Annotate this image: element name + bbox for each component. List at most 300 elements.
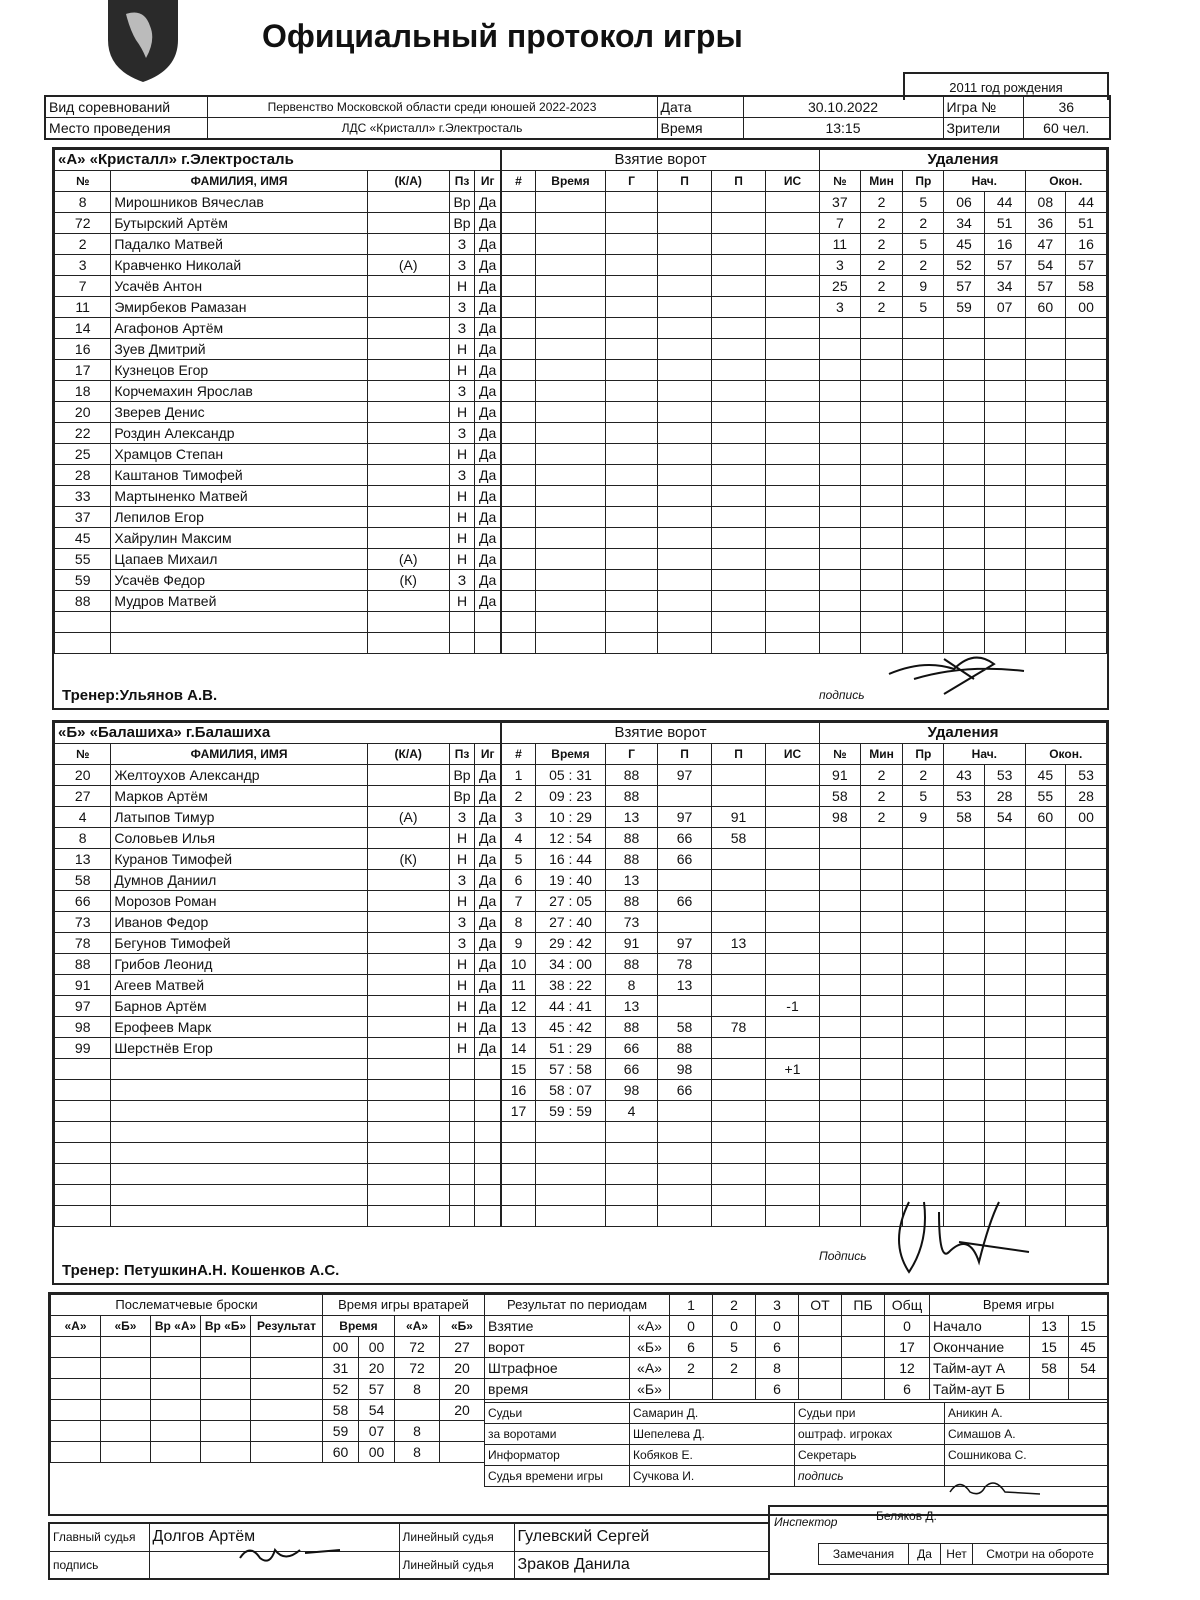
gk-team-b <box>440 1442 485 1463</box>
goal-row <box>502 765 820 786</box>
goal-assist-2 <box>712 1080 766 1101</box>
player-position: Н <box>449 954 475 975</box>
goal-time: 51 : 29 <box>536 1038 606 1059</box>
penalty-minutes: 2 <box>860 807 903 828</box>
penalty-reason <box>903 423 944 444</box>
goal-number <box>502 612 536 633</box>
player-name: Бутырский Артём <box>111 213 367 234</box>
penalty-row <box>820 507 1107 528</box>
gk-min: 31 <box>323 1358 359 1379</box>
player-captain: (А) <box>367 255 449 276</box>
penalty-end-min <box>1025 870 1066 891</box>
penalty-row <box>820 570 1107 591</box>
penalty-end-sec <box>1066 1206 1107 1227</box>
player-number: 20 <box>55 402 111 423</box>
gk-team-b: 20 <box>440 1358 485 1379</box>
penalty-end-min: 57 <box>1025 276 1066 297</box>
roster-row <box>55 612 501 633</box>
goals-b-ot <box>799 1337 842 1358</box>
player-name: Морозов Роман <box>111 891 367 912</box>
player-name: Мудров Матвей <box>111 591 367 612</box>
player-position: Н <box>449 507 475 528</box>
player-number: 59 <box>55 570 111 591</box>
goal-time <box>536 1206 606 1227</box>
goal-row <box>502 1206 820 1227</box>
penalty-start-min: 58 <box>944 807 985 828</box>
goal-assist-1 <box>658 549 712 570</box>
league-logo <box>106 0 180 82</box>
goal-row <box>502 213 820 234</box>
penalty-minutes <box>860 444 903 465</box>
player-played: Да <box>475 192 501 213</box>
roster-row <box>55 570 501 591</box>
goal-row <box>502 297 820 318</box>
pen-judges-label-2: оштраф. игроках <box>795 1424 945 1445</box>
goal-time: 57 : 58 <box>536 1059 606 1080</box>
gk-team-a: 8 <box>395 1379 440 1400</box>
penalty-end-sec <box>1066 570 1107 591</box>
player-number: 3 <box>55 255 111 276</box>
penalty-reason <box>903 507 944 528</box>
penalty-row <box>820 870 1107 891</box>
player-position <box>449 1164 475 1185</box>
player-number: 88 <box>55 954 111 975</box>
col-pen-end: Окон. <box>1025 171 1107 192</box>
player-number: 13 <box>55 849 111 870</box>
goalie-time-row <box>323 1358 485 1379</box>
goal-assist-1: 58 <box>658 1017 712 1038</box>
roster-row <box>55 933 501 954</box>
goal-assist-2 <box>712 255 766 276</box>
player-captain <box>367 891 449 912</box>
player-captain <box>367 1122 449 1143</box>
penalty-end-sec: 00 <box>1066 807 1107 828</box>
goal-scorer <box>606 444 658 465</box>
player-number <box>55 612 111 633</box>
player-captain: (К) <box>367 849 449 870</box>
goal-number <box>502 507 536 528</box>
goal-scorer <box>606 612 658 633</box>
penalty-end-min: 08 <box>1025 192 1066 213</box>
penalty-row <box>820 486 1107 507</box>
penalty-start-min: 59 <box>944 297 985 318</box>
goal-strength <box>766 807 820 828</box>
player-name: Лепилов Егор <box>111 507 367 528</box>
player-number: 88 <box>55 591 111 612</box>
goal-assist-1: 88 <box>658 1038 712 1059</box>
penalty-end-min <box>1025 1122 1066 1143</box>
goal-row <box>502 786 820 807</box>
penalty-end-min: 55 <box>1025 786 1066 807</box>
shootout-cell <box>101 1421 151 1442</box>
goal-assist-1 <box>658 255 712 276</box>
penalty-start-sec <box>984 528 1025 549</box>
penalty-end-min <box>1025 1101 1066 1122</box>
date-value: 30.10.2022 <box>743 96 943 118</box>
col-pos: Пз <box>449 744 475 765</box>
remarks-no[interactable]: Нет <box>941 1544 973 1565</box>
goal-row <box>502 1185 820 1206</box>
shootout-cell <box>101 1400 151 1421</box>
penalty-start-sec <box>984 339 1025 360</box>
penalty-player: 37 <box>820 192 861 213</box>
player-captain <box>367 507 449 528</box>
goal-strength <box>766 1206 820 1227</box>
goal-strength <box>766 933 820 954</box>
penalty-row <box>820 1038 1107 1059</box>
gk-sec: 57 <box>359 1379 395 1400</box>
penalty-reason: 5 <box>903 786 944 807</box>
player-played <box>475 1206 501 1227</box>
player-name: Думнов Даниил <box>111 870 367 891</box>
player-played: Да <box>475 507 501 528</box>
goal-strength <box>766 975 820 996</box>
penalty-end-sec <box>1066 381 1107 402</box>
player-captain <box>367 465 449 486</box>
penalty-reason <box>903 1164 944 1185</box>
penalty-end-min <box>1025 360 1066 381</box>
roster-row <box>55 828 501 849</box>
penalty-start-sec <box>984 423 1025 444</box>
goal-time <box>536 570 606 591</box>
penalty-start-sec <box>984 570 1025 591</box>
penalty-minutes: 2 <box>860 213 903 234</box>
player-captain <box>367 765 449 786</box>
penalty-start-sec: 51 <box>984 213 1025 234</box>
player-name: Эмирбеков Рамазан <box>111 297 367 318</box>
goal-assist-2 <box>712 765 766 786</box>
goal-assist-1 <box>658 234 712 255</box>
period-results-table <box>484 1294 930 1400</box>
penalty-player: 98 <box>820 807 861 828</box>
shootout-cell <box>201 1442 251 1463</box>
pen-judges-label: Судьи при <box>795 1403 945 1424</box>
goal-number <box>502 528 536 549</box>
player-number: 73 <box>55 912 111 933</box>
goals-b-p3: 6 <box>756 1337 799 1358</box>
pim-b-ot <box>799 1379 842 1400</box>
goal-row <box>502 870 820 891</box>
goal-strength <box>766 1164 820 1185</box>
penalty-end-sec <box>1066 528 1107 549</box>
penalty-end-sec: 58 <box>1066 276 1107 297</box>
game-time-sec: 54 <box>1069 1358 1108 1379</box>
goal-number <box>502 255 536 276</box>
goal-time: 19 : 40 <box>536 870 606 891</box>
shootout-cell <box>201 1421 251 1442</box>
player-position: Н <box>449 828 475 849</box>
penalty-player <box>820 633 861 654</box>
penalty-row <box>820 528 1107 549</box>
penalty-end-sec <box>1066 1101 1107 1122</box>
goal-judge-1: Самарин Д. <box>630 1403 795 1424</box>
goal-row <box>502 528 820 549</box>
penalty-reason: 2 <box>903 765 944 786</box>
player-number: 37 <box>55 507 111 528</box>
goal-number: 16 <box>502 1080 536 1101</box>
penalty-minutes: 2 <box>860 786 903 807</box>
res-col-1: 1 <box>670 1295 713 1316</box>
goal-scorer <box>606 1143 658 1164</box>
goal-assist-2 <box>712 633 766 654</box>
pim-b-p1 <box>670 1379 713 1400</box>
secretary-sign-label: подпись <box>795 1466 945 1487</box>
penalty-start-sec <box>984 1059 1025 1080</box>
penalty-end-min <box>1025 381 1066 402</box>
shootout-cell <box>251 1337 323 1358</box>
pen-judge-2: Симашов А. <box>945 1424 1108 1445</box>
line-ref-label-1: Линейный судья <box>399 1523 514 1551</box>
goal-strength <box>766 339 820 360</box>
goals-label: Взятие <box>485 1316 630 1337</box>
player-captain <box>367 234 449 255</box>
remarks-yes[interactable]: Да <box>909 1544 941 1565</box>
col-pen-start: Нач. <box>944 171 1025 192</box>
player-position <box>449 1080 475 1101</box>
goals-b-so <box>842 1337 885 1358</box>
goal-assist-2 <box>712 612 766 633</box>
goal-number <box>502 423 536 444</box>
penalty-reason <box>903 465 944 486</box>
penalty-row <box>820 1122 1107 1143</box>
pim-b-p2 <box>713 1379 756 1400</box>
penalty-reason <box>903 1101 944 1122</box>
penalty-minutes <box>860 828 903 849</box>
penalty-minutes: 2 <box>860 234 903 255</box>
gk-team-a: 72 <box>395 1358 440 1379</box>
goal-row <box>502 192 820 213</box>
penalty-minutes <box>860 549 903 570</box>
penalty-reason <box>903 891 944 912</box>
penalty-start-sec <box>984 591 1025 612</box>
player-captain <box>367 633 449 654</box>
penalty-row <box>820 381 1107 402</box>
penalty-player <box>820 528 861 549</box>
penalty-player <box>820 828 861 849</box>
player-position <box>449 1059 475 1080</box>
penalty-start-sec <box>984 1206 1025 1227</box>
penalty-start-sec <box>984 612 1025 633</box>
goal-time: 09 : 23 <box>536 786 606 807</box>
player-captain <box>367 192 449 213</box>
res-col-so: ПБ <box>842 1295 885 1316</box>
goal-number: 6 <box>502 870 536 891</box>
goal-scorer: 8 <box>606 975 658 996</box>
birth-year: 2011 год рождения <box>949 80 1063 95</box>
penalty-player <box>820 1122 861 1143</box>
shootout-cell <box>101 1358 151 1379</box>
penalty-start-min <box>944 1164 985 1185</box>
goal-scorer <box>606 1122 658 1143</box>
goal-assist-2 <box>712 444 766 465</box>
goal-time <box>536 1122 606 1143</box>
penalty-start-sec <box>984 360 1025 381</box>
roster-row <box>55 255 501 276</box>
player-name: Зуев Дмитрий <box>111 339 367 360</box>
goal-number <box>502 1206 536 1227</box>
roster-row <box>55 954 501 975</box>
goal-judge-2: Шепелева Д. <box>630 1424 795 1445</box>
penalty-start-min <box>944 996 985 1017</box>
gk-min: 60 <box>323 1442 359 1463</box>
goal-scorer <box>606 570 658 591</box>
team-b-sign-label: Подпись <box>819 1249 867 1263</box>
penalty-end-sec <box>1066 507 1107 528</box>
roster-row <box>55 975 501 996</box>
penalty-start-sec <box>984 996 1025 1017</box>
penalty-start-min <box>944 912 985 933</box>
penalty-end-sec <box>1066 465 1107 486</box>
team-a-coach: Тренер:Ульянов А.В. <box>62 687 218 704</box>
col-pen-min: Мин <box>860 171 903 192</box>
penalty-start-sec <box>984 1164 1025 1185</box>
game-time-row <box>930 1358 1108 1379</box>
roster-row <box>55 1038 501 1059</box>
penalty-minutes <box>860 1038 903 1059</box>
shootout-col-2: Вр «А» <box>151 1316 201 1337</box>
penalty-end-min <box>1025 507 1066 528</box>
shootout-col-3: Вр «Б» <box>201 1316 251 1337</box>
game-label: Игра № <box>943 96 1023 118</box>
goal-row <box>502 933 820 954</box>
goal-assist-1 <box>658 996 712 1017</box>
shootout-cell <box>51 1358 101 1379</box>
gk-min: 59 <box>323 1421 359 1442</box>
secretary-signature-cell <box>945 1466 1108 1487</box>
res-col-2: 2 <box>713 1295 756 1316</box>
goal-assist-1 <box>658 1143 712 1164</box>
shootout-row <box>51 1400 323 1421</box>
penalty-player: 7 <box>820 213 861 234</box>
goals-a-so <box>842 1316 885 1337</box>
penalty-end-sec <box>1066 954 1107 975</box>
player-played: Да <box>475 933 501 954</box>
penalty-end-min <box>1025 849 1066 870</box>
penalty-reason: 2 <box>903 213 944 234</box>
player-captain <box>367 870 449 891</box>
player-position <box>449 633 475 654</box>
see-back: Смотри на обороте <box>973 1544 1108 1565</box>
col-num: № <box>55 744 111 765</box>
goal-strength <box>766 786 820 807</box>
goal-scorer <box>606 549 658 570</box>
goal-strength <box>766 507 820 528</box>
goal-strength <box>766 549 820 570</box>
penalty-start-sec <box>984 891 1025 912</box>
team-b-goals-title: Взятие ворот <box>502 723 820 744</box>
goal-strength <box>766 402 820 423</box>
penalty-row <box>820 297 1107 318</box>
col-goal-time: Время <box>536 171 606 192</box>
gk-sec: 20 <box>359 1358 395 1379</box>
secretary: Сошникова С. <box>945 1445 1108 1466</box>
goal-scorer: 66 <box>606 1038 658 1059</box>
col-assist-2: П <box>712 171 766 192</box>
penalty-start-min <box>944 612 985 633</box>
player-captain <box>367 318 449 339</box>
goalie-time-row <box>323 1421 485 1442</box>
penalty-end-min <box>1025 933 1066 954</box>
player-position: Н <box>449 549 475 570</box>
penalty-start-min <box>944 507 985 528</box>
penalty-minutes <box>860 339 903 360</box>
game-time-table <box>929 1294 1108 1400</box>
penalty-start-sec <box>984 381 1025 402</box>
penalty-row <box>820 912 1107 933</box>
goal-time: 27 : 40 <box>536 912 606 933</box>
player-number: 17 <box>55 360 111 381</box>
player-number: 28 <box>55 465 111 486</box>
goal-assist-2 <box>712 849 766 870</box>
goal-time: 16 : 44 <box>536 849 606 870</box>
roster-row <box>55 192 501 213</box>
goal-assist-1: 66 <box>658 849 712 870</box>
roster-row <box>55 297 501 318</box>
shootout-col-4: Результат <box>251 1316 323 1337</box>
penalty-minutes <box>860 1206 903 1227</box>
gk-team-a: 8 <box>395 1421 440 1442</box>
penalty-end-sec <box>1066 633 1107 654</box>
penalty-player <box>820 549 861 570</box>
player-name: Бегунов Тимофей <box>111 933 367 954</box>
penalty-start-min: 52 <box>944 255 985 276</box>
penalty-reason <box>903 1185 944 1206</box>
goal-assist-2 <box>712 528 766 549</box>
player-name: Марков Артём <box>111 786 367 807</box>
goal-time <box>536 507 606 528</box>
penalty-reason: 9 <box>903 276 944 297</box>
goal-scorer <box>606 1185 658 1206</box>
player-number: 33 <box>55 486 111 507</box>
player-played <box>475 1122 501 1143</box>
goal-strength <box>766 381 820 402</box>
penalty-row <box>820 1101 1107 1122</box>
team-a-section <box>52 147 1109 710</box>
goal-row <box>502 255 820 276</box>
game-time-title: Время игры <box>930 1295 1108 1316</box>
roster-row <box>55 891 501 912</box>
player-position <box>449 1101 475 1122</box>
remarks-table <box>818 1543 1108 1565</box>
goal-scorer <box>606 486 658 507</box>
penalty-minutes <box>860 996 903 1017</box>
player-number: 22 <box>55 423 111 444</box>
player-played <box>475 1185 501 1206</box>
penalty-player <box>820 423 861 444</box>
penalty-end-sec <box>1066 912 1107 933</box>
goal-assist-2 <box>712 276 766 297</box>
goals-b-total: 17 <box>885 1337 930 1358</box>
player-position: З <box>449 933 475 954</box>
goal-strength <box>766 828 820 849</box>
penalty-player <box>820 1143 861 1164</box>
team-a-sign-label: подпись <box>819 688 865 702</box>
col-name: ФАМИЛИЯ, ИМЯ <box>111 171 367 192</box>
goal-time: 59 : 59 <box>536 1101 606 1122</box>
penalty-end-sec <box>1066 486 1107 507</box>
penalty-reason <box>903 528 944 549</box>
penalty-player: 11 <box>820 234 861 255</box>
player-played: Да <box>475 465 501 486</box>
pim-a-p3: 8 <box>756 1358 799 1379</box>
player-name: Грибов Леонид <box>111 954 367 975</box>
team-b-penalties <box>819 722 1107 1227</box>
player-name: Зверев Денис <box>111 402 367 423</box>
penalty-player: 25 <box>820 276 861 297</box>
shootout-cell <box>151 1337 201 1358</box>
col-assist-2: П <box>712 744 766 765</box>
goal-row <box>502 1143 820 1164</box>
